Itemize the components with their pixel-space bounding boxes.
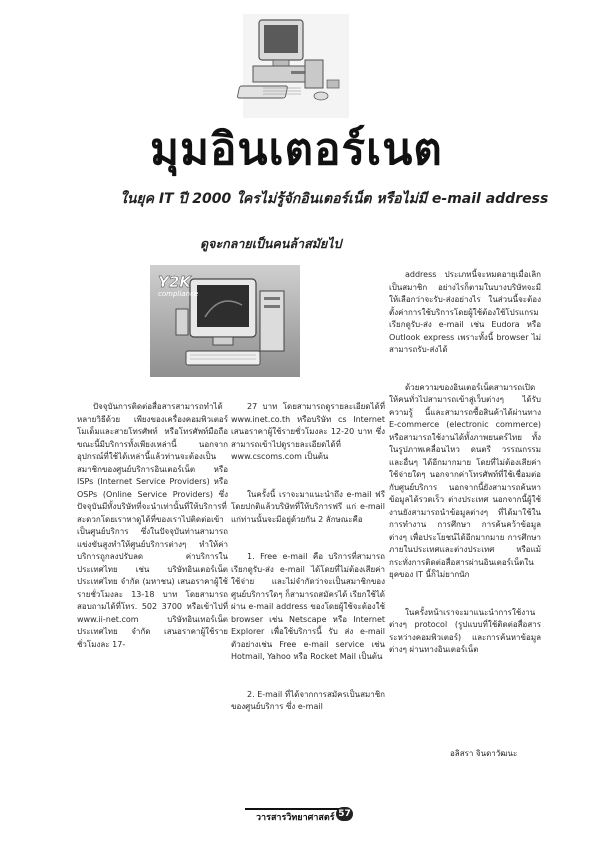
compliance-label: compliance <box>158 290 199 298</box>
paragraph: 2. E-mail ที่ได้จากการสมัครเป็นสมาชิกของศูนย์บริการ ซึ่ง e-mail <box>231 689 385 711</box>
article-column-1 <box>77 376 231 750</box>
page-number: 57 <box>336 807 353 821</box>
article-column-2 <box>231 376 388 750</box>
paragraph: 27 บาท โดยสามารถดูรายละเอียดได้ที่ www.inet.co.th หรือบริษัท cs Internet เสนอราคาผู้ใช้รายชั่วโมงละ 12-20 บาท ซึ่งสามารถเข้าไปดูรายละเอียดได้ที่ www.cscoms.com เป็นต้น <box>231 402 388 461</box>
paragraph: ในครั้งหน้าเราจะมาแนะนำการใช้งานต่างๆ protocol (รูปแบบที่ใช้ติดต่อสื่อสารระหว่างคอมพิวเตอร์) และการค้นหาข้อมูลต่างๆ ผ่านทางอินเตอร์เน็ต <box>389 607 541 654</box>
article-title: มุมอินเตอร์เนต <box>150 124 443 175</box>
magazine-name: วารสารวิทยาศาสตร์ <box>256 813 335 823</box>
desktop-computer-illustration <box>243 14 349 118</box>
article-subtitle: ในยุค IT ปี 2000 ใครไม่รู้จักอินเตอร์เน็ต หรือไม่มี e-mail address <box>120 191 549 207</box>
paragraph: ปัจจุบันการติดต่อสื่อสารสามารถทำได้หลายวิธีด้วย เพียงของเครื่องคอมพิวเตอร์ โมเด็มและสายโทรศัพท์ หรือโทรศัพท์มือถือ ขณะนี้มีบริการทั้งเพียงเหล่านี้ นอกจากอุปกรณ์ที่ใช้ได้เหล่านี้แล้วท่านจะต้องเป็นสมาชิกของศูนย์บริการอินเตอร์เน็ต หรือ ISPs (Internet Service Providers) หรือ OSPs (Online Service Providers) ซึ่งปัจจุบันมีทั้งบริษัทที่จะนำเท่านั้นที่ให้บริการที่สะดวกโดยเราหาดูได้ที่ของเราไปติดต่อเข้าเป็นศูนย์บริการ ซึ่งในปัจจุบันท่านสามารถแข่งขันสูงทำให้ศูนย์บริการต่างๆ ทำให้ค่าบริการถูกลงปรับลด ค่าบริการในประเทศไทย เช่น บริษัทอินเตอร์เน็ตประเทศไทย จำกัด (มหาชน) เสนอราคาผู้ใช้รายชั่วโมงละ 13-18 บาท โดยสามารถสอบถามได้ที่โทร. 502 3700 หรือเข้าไปที่ www.ii-net.com บริษัทอินเทอร์เน็ตประเทศไทย จำกัด เสนอราคาผู้ใช้รายชั่วโมงละ 17- <box>77 402 231 649</box>
author-name: อลิสรา จินดาวัฒนะ <box>450 749 518 758</box>
paragraph: ในครั้งนี้ เราจะมาแนะนำถึง e-mail ฟรี โดยปกติแล้วบริษัทที่ให้บริการฟรี แก่ e-mail แก่ท่านนั้นจะมีอยู่ด้วยกัน 2 ลักษณะคือ <box>231 489 388 524</box>
y2k-label: Y2K <box>158 273 191 291</box>
paragraph: 1. Free e-mail คือ บริการที่สามารถเรียกดูรับ-ส่ง e-mail ได้โดยที่ไม่ต้องเสียค่าใช้จ่าย และไม่จำกัดว่าจะเป็นสมาชิกของศูนย์บริการใดๆ ก็สามารถสมัครได้ เรียกใช้ได้ผ่าน e-mail address ของโดยผู้ใช้จะต้องใช้ browser เช่น Netscape หรือ Internet Explorer เพื่อใช้บริการนี้ รับ ส่ง e-mail ตัวอย่างเช่น Free e-mail service เช่น Hotmail, Yahoo หรือ Rocket Mail เป็นต้น <box>231 552 388 661</box>
article-column-3 <box>389 244 544 750</box>
paragraph: address ประเภทนี้จะหมดอายุเมื่อเลิกเป็นสมาชิก อย่างไรก็ตามในบางบริษัทจะมีให้เลือกว่าจะรับ-ส่งอย่างไร ในส่วนนี้จะต้องตั้งค่าการใช้บริการโดยผู้ใช้ต้องใช้โปรแกรมเรียกดูรับ-ส่ง e-mail เช่น Eudora หรือ Outlook express เพราะทั้งนี้ browser ไม่สามารถรับ-ส่งได้ <box>389 270 544 354</box>
paragraph: ด้วยความของอินเตอร์เน็ตสามารถเปิดให้คนทั่วไปสามารถเข้าสู่เว็บต่างๆ ได้รับความรู้ นี้และสามารถซื้อสินค้าได้ผ่านทาง E-commerce (electronic commerce) หรือสามารถใช้งานได้ทั้งภาพยนตร์ไทย ทั้งในรูปภาพเคลื่อนไหว ดนตรี วรรณกรรม และอื่นๆ ได้อีกมากมาย โดยที่ไม่ต้องเสียค่าใช้จ่ายใดๆ นอกจากค่าโทรศัพท์ที่ใช้เชื่อมต่อกับศูนย์บริการ นอกจากนี้ยังสามารถค้นหาข้อมูลได้รวดเร็ว ต่างประเทศ นอกจากนี้ผู้ใช้งานยังสามารถนำข้อมูลต่างๆ ที่ได้มาใช้ในการทำงาน การศึกษา การค้นคว้าข้อมูลต่างๆ เพื่อประโยชน์ได้อีกมากมาย การศึกษาภายในประเทศและต่างประเทศ หรือแม้กระทั่งการติดต่อสื่อสารผ่านอินเตอร์เน็ตในยุคของ IT นี้ก็ไม่ยากนัก <box>389 382 544 579</box>
y2k-computer-illustration <box>150 265 300 377</box>
article-subtitle-second-line: ดูจะกลายเป็นคนล้าสมัยไป <box>200 236 342 251</box>
